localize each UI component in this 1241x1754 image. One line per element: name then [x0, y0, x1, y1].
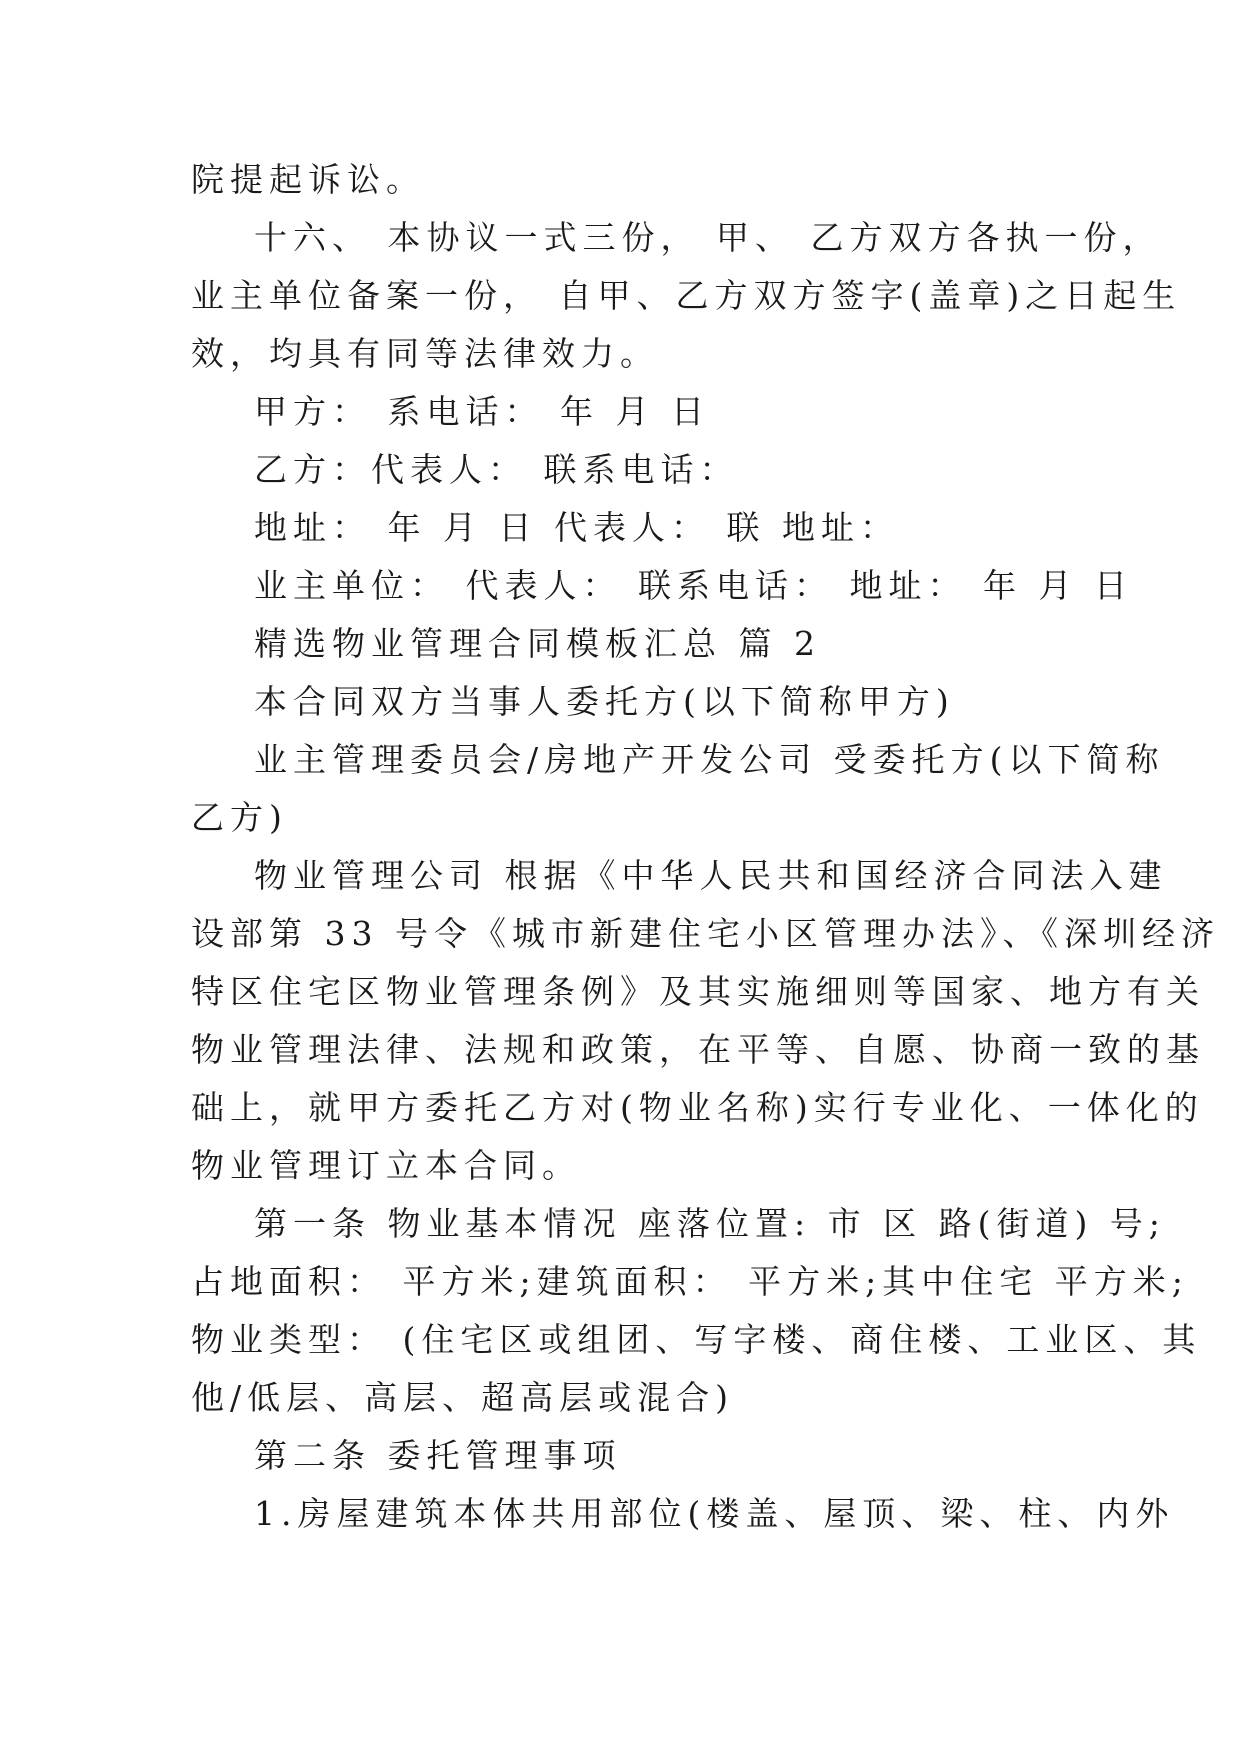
text-line: 业主管理委员会/房地产开发公司 受委托方(以下简称 [254, 740, 1165, 779]
text-line: 乙方：代表人： 联系电话： [254, 450, 739, 489]
text-line: 第一条 物业基本情况 座落位置: 市 区 路(街道) 号; [254, 1204, 1166, 1243]
text-line: 特区住宅区物业管理条例》及其实施细则等国家、地方有关 [191, 972, 1205, 1011]
text-line: 院提起诉讼。 [191, 160, 425, 199]
text-line: 业主单位： 代表人： 联系电话： 地址： 年 月 日 [254, 566, 1133, 605]
text-line: 占地面积： 平方米;建筑面积： 平方米;其中住宅 平方米; [191, 1262, 1189, 1301]
text-line: 物业管理公司 根据《中华人民共和国经济合同法入建 [254, 856, 1168, 895]
text-line: 业主单位备案一份， 自甲、乙方双方签字(盖章)之日起生 [191, 276, 1182, 315]
text-line: 效，均具有同等法律效力。 [191, 334, 659, 373]
section-heading: 精选物业管理合同模板汇总 篇 2 [254, 624, 821, 663]
text-line: 乙方) [191, 798, 288, 837]
text-line: 1.房屋建筑本体共用部位(楼盖、屋顶、梁、柱、内外 [254, 1494, 1175, 1533]
text-line: 础上，就甲方委托乙方对(物业名称)实行专业化、一体化的 [191, 1088, 1204, 1127]
text-line: 甲方： 系电话： 年 月 日 [254, 392, 710, 431]
text-line: 物业管理法律、法规和政策，在平等、自愿、协商一致的基 [191, 1030, 1205, 1069]
text-line: 物业类型： (住宅区或组团、写字楼、商住楼、工业区、其 [191, 1320, 1202, 1359]
text-line: 本合同双方当事人委托方(以下简称甲方) [254, 682, 955, 721]
text-line: 他/低层、高层、超高层或混合) [191, 1378, 734, 1417]
text-line: 地址： 年 月 日 代表人： 联 地址： [254, 508, 899, 547]
text-line: 设部第 33 号令《城市新建住宅小区管理办法》、《深圳经济 [191, 914, 1220, 953]
text-line: 十六、 本协议一式三份， 甲、 乙方双方各执一份， [254, 218, 1162, 257]
text-line: 第二条 委托管理事项 [254, 1436, 622, 1475]
text-line: 物业管理订立本合同。 [191, 1146, 581, 1185]
